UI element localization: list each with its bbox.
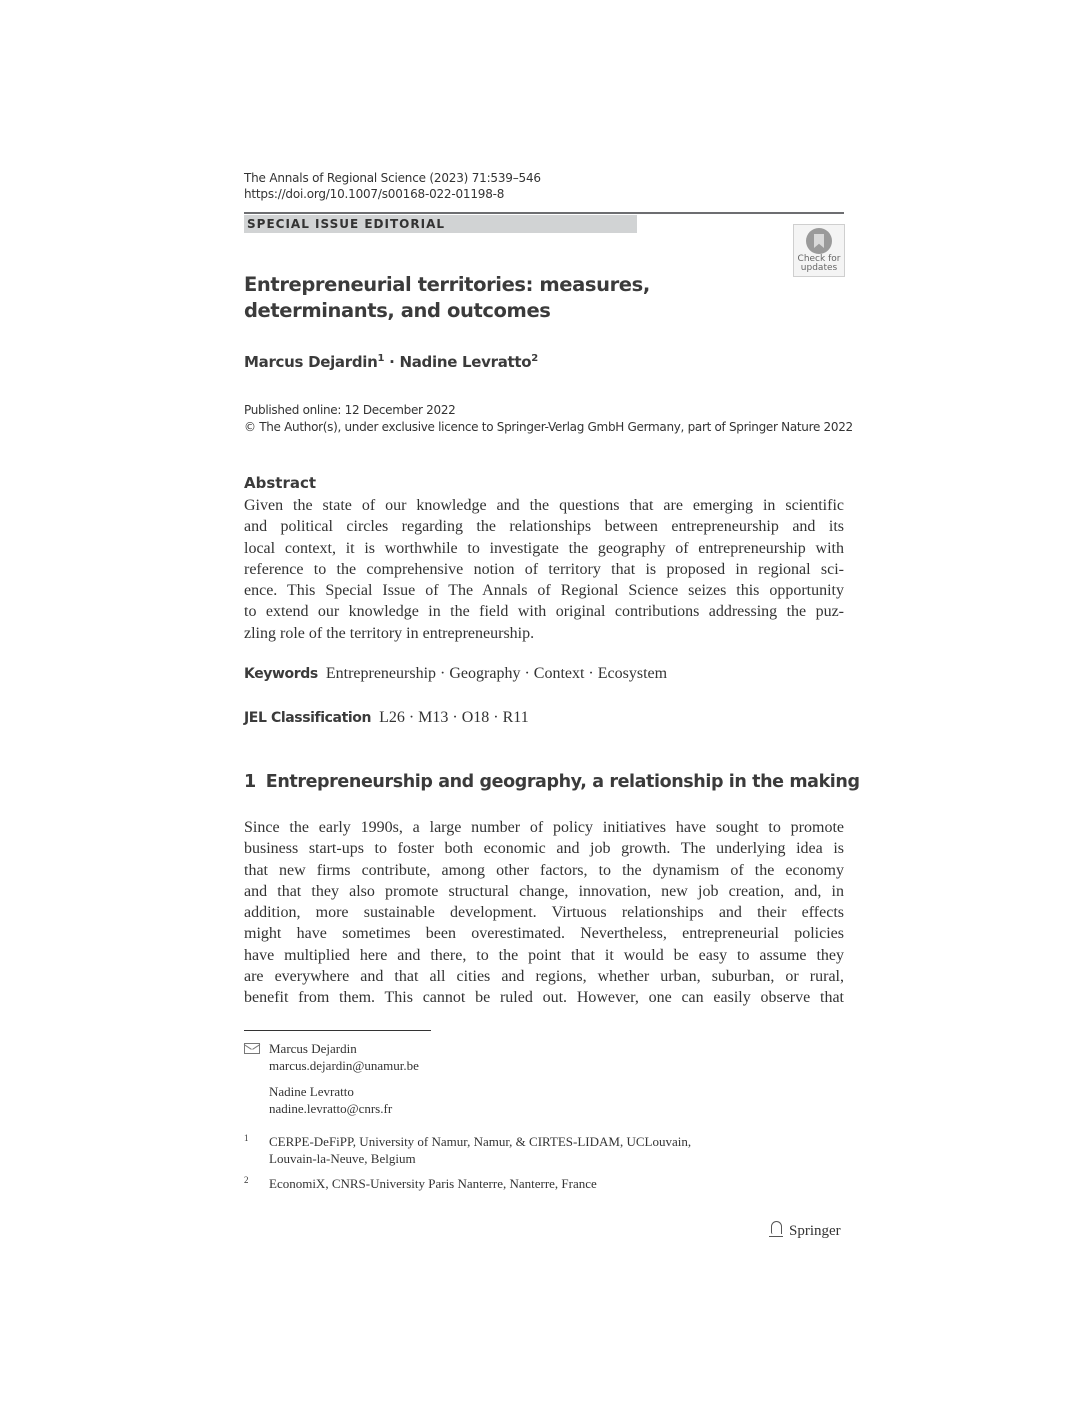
affiliation-line: EconomiX, CNRS-University Paris Nanterre, Nanterre, France <box>269 1176 597 1191</box>
abstract-text <box>244 495 844 644</box>
contact-email[interactable]: nadine.levratto@cnrs.fr <box>269 1101 393 1116</box>
publisher-name: Springer <box>789 1223 841 1239</box>
contact-entry <box>244 1040 419 1074</box>
article-title: Entrepreneurial territories: measures, determinants, and outcomes <box>244 273 650 322</box>
author-list <box>244 353 538 371</box>
body-text <box>244 817 844 1009</box>
body-line: and that they also promote structural change, innovation, new job creation, and, in <box>244 882 844 900</box>
article-type: SPECIAL ISSUE EDITORIAL <box>247 217 445 231</box>
abstract-line: reference to the comprehensive notion of territory that is proposed in regional sci- <box>244 560 844 578</box>
contact-name: Nadine Levratto <box>269 1084 354 1099</box>
keywords <box>244 665 667 683</box>
affiliation-number: 2 <box>244 1175 249 1185</box>
jel-label: JEL Classification <box>244 710 372 726</box>
keywords-label: Keywords <box>244 666 318 682</box>
journal-citation: The Annals of Regional Science (2023) 71:539–546 <box>244 171 541 185</box>
article-type-bar <box>244 215 637 233</box>
jel-classification <box>244 709 529 727</box>
abstract-line: to extend our knowledge in the field with original contributions addressing the puz- <box>244 603 844 621</box>
affiliations <box>244 1133 691 1200</box>
author-affiliation-ref: 1 <box>377 353 385 364</box>
body-line: Since the early 1990s, a large number of policy initiatives have sought to promote <box>244 819 844 836</box>
envelope-icon <box>244 1043 260 1054</box>
body-line: are everywhere and that all cities and regions, whether urban, suburban, or rural, <box>244 968 844 986</box>
header-rule <box>244 212 844 214</box>
corresponding-authors <box>244 1040 419 1126</box>
check-updates-label: Check for updates <box>797 254 841 273</box>
publisher-logo <box>769 1220 841 1240</box>
keywords-text: Entrepreneurship · Geography · Context · Ecosystem <box>325 665 668 682</box>
footnote-rule <box>244 1030 431 1031</box>
publication-info <box>244 402 853 436</box>
bookmark-icon <box>806 228 832 254</box>
abstract-line: Given the state of our knowledge and the questions that are emerging in scientific <box>244 497 844 514</box>
author-name[interactable]: Marcus Dejardin <box>244 353 378 371</box>
abstract-line: ence. This Special Issue of The Annals of Regional Science seizes this opportunity <box>244 582 844 600</box>
body-line: have multiplied here and there, to the point that it would be easy to assume they <box>244 946 844 964</box>
affiliation-line: CERPE-DeFiPP, University of Namur, Namur, & CIRTES-LIDAM, UCLouvain, <box>269 1134 692 1149</box>
affiliation-number: 1 <box>244 1133 249 1143</box>
body-line: that new firms contribute, among other factors, to the dynamism of the economy <box>244 861 844 879</box>
published-date: Published online: 12 December 2022 <box>244 403 456 417</box>
body-line: benefit from them. This cannot be ruled out. However, one can easily observe that <box>244 989 844 1007</box>
body-line: might have sometimes been overestimated. Nevertheless, entrepreneurial policies <box>244 925 844 943</box>
abstract-line: zling role of the territory in entrepreneurship. <box>244 624 535 642</box>
check-for-updates-badge[interactable] <box>793 224 845 277</box>
copyright: © The Author(s), under exclusive licence to Springer-Verlag GmbH Germany, part of Springer Nature 2022 <box>244 420 853 434</box>
abstract-line: and political circles regarding the relationships between entrepreneurship and its <box>244 518 844 536</box>
author-separator: · <box>389 353 395 371</box>
springer-horse-icon <box>769 1220 783 1237</box>
section-title: Entrepreneurship and geography, a relationship in the making <box>265 772 860 792</box>
doi-link[interactable]: https://doi.org/10.1007/s00168-022-01198-8 <box>244 187 505 201</box>
affiliation-entry <box>244 1133 691 1167</box>
author-name[interactable]: Nadine Levratto <box>399 353 532 371</box>
affiliation-line: Louvain-la-Neuve, Belgium <box>269 1151 416 1166</box>
jel-codes: L26 · M13 · O18 · R11 <box>379 709 529 726</box>
affiliation-entry <box>244 1175 691 1192</box>
section-number: 1 <box>244 772 256 792</box>
contact-email[interactable]: marcus.dejardin@unamur.be <box>269 1058 419 1073</box>
author-affiliation-ref: 2 <box>531 353 538 364</box>
section-heading <box>244 772 860 792</box>
body-line: addition, more sustainable development. Virtuous relationships and their effects <box>244 904 844 922</box>
contact-entry <box>244 1083 419 1117</box>
contact-name: Marcus Dejardin <box>269 1041 357 1056</box>
body-line: business start-ups to foster both economic and job growth. The underlying idea is <box>244 840 844 858</box>
abstract-line: local context, it is worthwhile to investigate the geography of entrepreneurship with <box>244 539 844 557</box>
journal-header <box>244 170 541 202</box>
abstract-heading: Abstract <box>244 474 317 492</box>
